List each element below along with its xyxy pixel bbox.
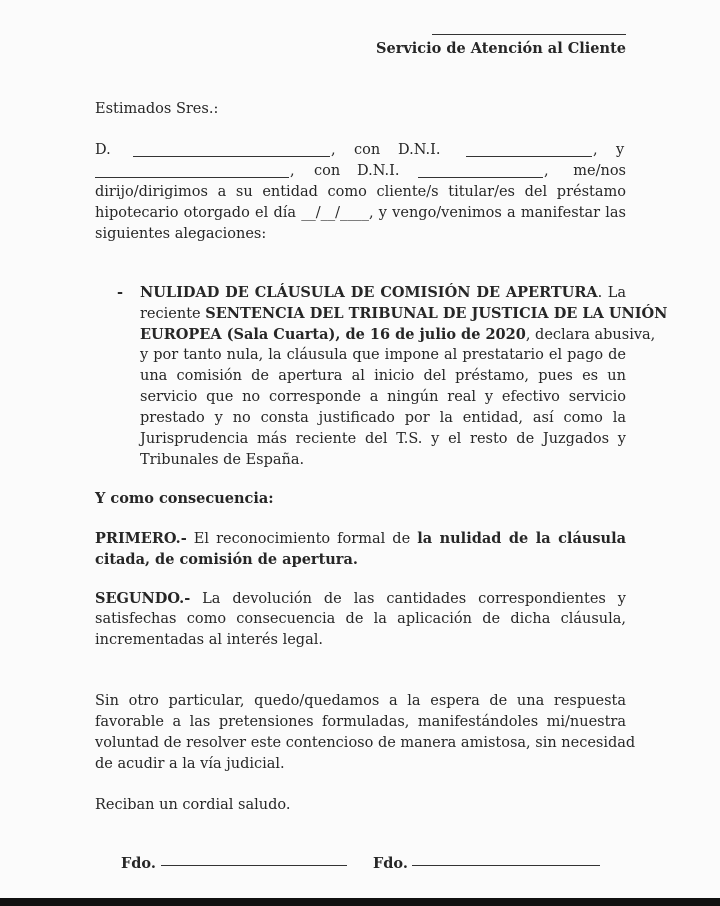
segundo-label: SEGUNDO.- — [95, 590, 191, 607]
bottom-edge-bar — [0, 898, 720, 906]
intro-line-5: siguientes alegaciones: — [95, 226, 267, 242]
signature-label-left: Fdo. — [121, 855, 156, 872]
salutation: Estimados Sres.: — [95, 101, 219, 117]
allegation-line-9: Tribunales de España. — [140, 452, 305, 468]
signature-line-left[interactable] — [161, 865, 347, 866]
recipient-blank-line[interactable] — [432, 34, 626, 35]
segundo-line-1: SEGUNDO.- La devolución de las cantidades correspondientes y — [95, 590, 626, 607]
intro-con-label-1: con — [354, 142, 381, 158]
allegation-line-6: servicio que no corresponde a ningún real y efectivo servicio — [140, 389, 626, 405]
allegation-line-4: y por tanto nula, la cláusula que impone al prestatario el pago de — [140, 347, 626, 363]
dni-field-1[interactable] — [466, 156, 592, 157]
intro-line-3: dirijo/dirigimos a su entidad como cliente/s titular/es del préstamo — [95, 184, 626, 200]
signature-line-right[interactable] — [412, 865, 600, 866]
primero-label: PRIMERO.- — [95, 530, 187, 547]
closing-line-1: Sin otro particular, quedo/quedamos a la espera de una respuesta — [95, 693, 626, 709]
intro-line-2: , con D.N.I. , me/nos — [95, 163, 626, 183]
name-field-1[interactable] — [133, 156, 330, 157]
closing-line-2: favorable a las pretensiones formuladas, manifestándoles mi/nuestra — [95, 714, 626, 730]
court-ruling-date: EUROPEA (Sala Cuarta), de 16 de julio de 2020 — [140, 326, 526, 343]
allegation-line-1: NULIDAD DE CLÁUSULA DE COMISIÓN DE APERTURA. La — [140, 284, 626, 301]
intro-suffix: me/nos — [573, 163, 626, 179]
signature-label-right: Fdo. — [373, 855, 408, 872]
intro-con-label-2: con — [314, 163, 341, 179]
intro-y-label: y — [616, 142, 625, 158]
recipient-heading: Servicio de Atención al Cliente — [376, 40, 626, 57]
intro-dni-label-2: D.N.I. — [357, 163, 400, 179]
dni-field-2[interactable] — [418, 177, 543, 178]
allegation-line-2: reciente SENTENCIA DEL TRIBUNAL DE JUSTICIA DE LA UNIÓN — [140, 305, 668, 322]
farewell: Reciban un cordial saludo. — [95, 797, 291, 813]
primero-line-1: PRIMERO.- El reconocimiento formal de la nulidad de la cláusula — [95, 530, 626, 547]
allegation-line-8: Jurisprudencia más reciente del T.S. y el resto de Juzgados y — [140, 431, 626, 447]
court-ruling: SENTENCIA DEL TRIBUNAL DE JUSTICIA DE LA UNIÓN — [205, 305, 668, 322]
allegation-line-5: una comisión de apertura al inicio del préstamo, pues es un — [140, 368, 626, 384]
allegation-title: NULIDAD DE CLÁUSULA DE COMISIÓN DE APERTURA — [140, 284, 598, 301]
intro-dni-label-1: D.N.I. — [398, 142, 441, 158]
closing-line-4: de acudir a la vía judicial. — [95, 756, 285, 772]
segundo-line-3: incrementadas al interés legal. — [95, 632, 323, 648]
name-field-2[interactable] — [95, 177, 289, 178]
intro-line-4: hipotecario otorgado el día __/__/____, y vengo/venimos a manifestar las — [95, 205, 626, 221]
closing-line-3: voluntad de resolver este contencioso de manera amistosa, sin necesidad — [95, 735, 636, 751]
intro-d-label: D. — [95, 142, 111, 158]
intro-line-1: D. , con D.N.I. , y — [95, 142, 625, 158]
bullet-marker: - — [117, 284, 124, 301]
allegation-line-7: prestado y no consta justificado por la entidad, así como la — [140, 410, 626, 426]
primero-line-2: citada, de comisión de apertura. — [95, 551, 358, 568]
segundo-line-2: satisfechas como consecuencia de la aplicación de dicha cláusula, — [95, 611, 626, 627]
allegation-line-3: EUROPEA (Sala Cuarta), de 16 de julio de 2020, declara abusiva, — [140, 326, 656, 343]
consequence-heading: Y como consecuencia: — [95, 490, 274, 507]
